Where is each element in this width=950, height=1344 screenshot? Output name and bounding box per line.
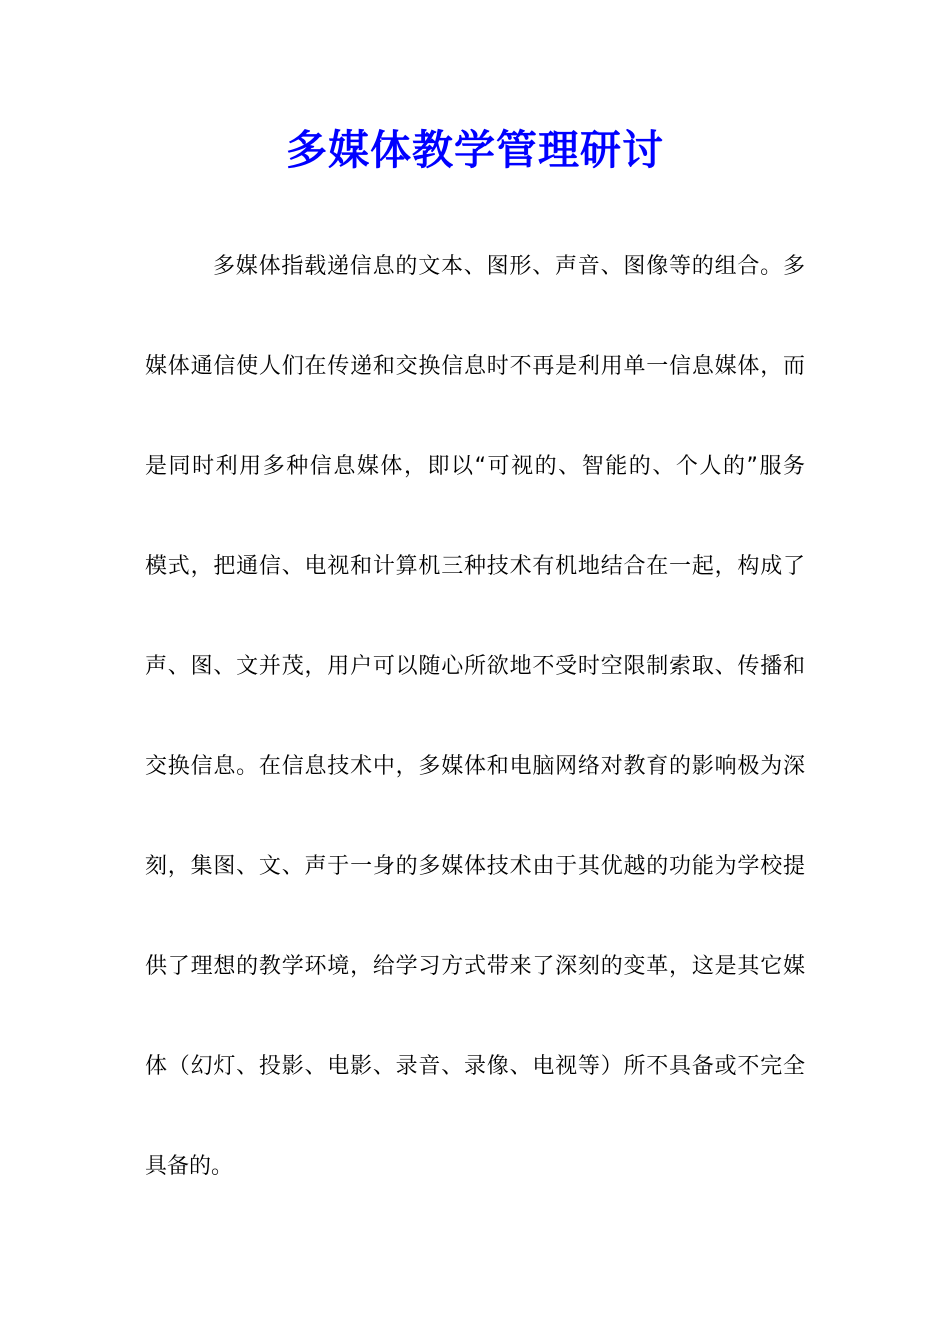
document-paragraph — [145, 217, 805, 1217]
paragraph-line: 供了理想的教学环境，给学习方式带来了深刻的变革，这是其它媒 — [145, 954, 805, 979]
paragraph-line: 模式，把通信、电视和计算机三种技术有机地结合在一起，构成了 — [145, 554, 805, 579]
paragraph-line: 多媒体指载递信息的文本、图形、声音、图像等的组合。多 — [213, 254, 805, 279]
paragraph-line: 体（幻灯、投影、电影、录音、录像、电视等）所不具备或不完全 — [145, 1054, 805, 1079]
document-title: 多媒体教学管理研讨 — [286, 126, 664, 174]
paragraph-line: 媒体通信使人们在传递和交换信息时不再是利用单一信息媒体，而 — [145, 354, 805, 379]
paragraph-line: 刻，集图、文、声于一身的多媒体技术由于其优越的功能为学校提 — [145, 854, 805, 879]
paragraph-line: 具备的。 — [145, 1154, 234, 1179]
paragraph-line: 声、图、文并茂，用户可以随心所欲地不受时空限制索取、传播和 — [145, 654, 805, 679]
paragraph-line: 是同时利用多种信息媒体，即以“可视的、智能的、个人的”服务 — [145, 454, 805, 479]
paragraph-line: 交换信息。在信息技术中，多媒体和电脑网络对教育的影响极为深 — [145, 754, 805, 779]
